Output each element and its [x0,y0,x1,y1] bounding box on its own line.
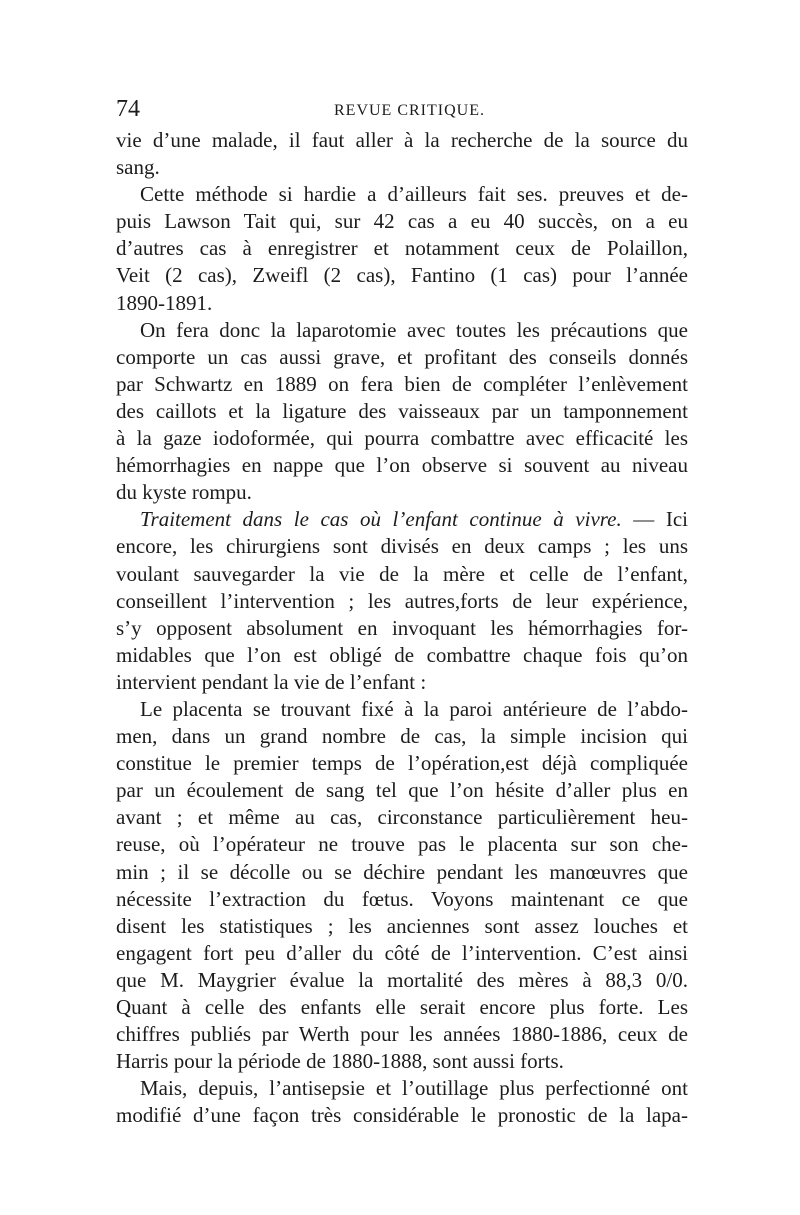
text-line: On fera donc la laparotomie avec toutes les précautions que [140,317,688,342]
text-line: modifié d’une façon très considérable le pronostic de la lapa- [116,1103,688,1128]
text-line: nécessite l’extraction du fœtus. Voyons maintenant ce que [116,886,688,911]
text-line: vie d’une malade, il faut aller à la recherche de la source du [116,128,688,152]
text-line: que M. Maygrier évalue la mortalité des mères à 88,3 0/0. [116,967,688,992]
text-line: Quant à celle des enfants elle serait encore plus forte. Les [116,995,688,1019]
text-line: par un écoulement de sang tel que l’on hésite d’aller plus en [116,778,688,803]
text-line: voulant sauvegarder la vie de la mère et celle de l’enfant, [116,561,688,586]
text-line: d’autres cas à enregistrer et notamment ceux de Polaillon, [116,236,688,261]
text-line: midables que l’on est obligé de combattre chaque fois qu’on [116,642,688,667]
text-line: du kyste rompu. [116,480,252,505]
text-line: par Schwartz en 1889 on fera bien de compléter l’enlèvement [116,371,688,396]
running-head: REVUE CRITIQUE. [334,102,485,119]
text-line: chiffres publiés par Werth pour les années 1880-1886, ceux de [116,1022,688,1047]
text-line: 1890-1891. [116,290,213,315]
text-line: engagent fort peu d’aller du côté de l’intervention. C’est ainsi [116,940,688,965]
text-line: intervient pendant la vie de l’enfant : [116,669,427,694]
text-line: reuse, où l’opérateur ne trouve pas le placenta sur son che- [116,832,688,857]
page-number: 74 [116,96,140,122]
text-line: hémorrhagies en nappe que l’on observe si souvent au niveau [116,453,688,478]
text-line: min ; il se décolle ou se déchire pendant les manœuvres que [116,859,688,884]
page-header [116,94,688,124]
text-line: avant ; et même au cas, circonstance particulièrement heu- [116,805,688,830]
text-line: s’y opposent absolument en invoquant les hémorrhagies for- [116,615,688,640]
text-line: constitue le premier temps de l’opération,est déjà compliquée [116,751,688,776]
section-heading-line [116,506,688,533]
text-line: Cette méthode si hardie a d’ailleurs fait ses. preuves et de- [140,182,688,207]
text-line: à la gaze iodoformée, qui pourra combattre avec efficacité les [116,426,688,451]
text-line: Harris pour la période de 1880-1888, sont aussi forts. [116,1049,564,1074]
text-line-continuation: — Ici [621,507,688,532]
text-line: Veit (2 cas), Zweifl (2 cas), Fantino (1 cas) pour l’année [116,263,688,288]
body-text [116,127,688,1129]
section-heading: Traitement dans le cas où l’enfant continue à vivre. [140,507,622,532]
text-line: Le placenta se trouvant fixé à la paroi antérieure de l’abdo- [140,696,688,721]
text-line: encore, les chirurgiens sont divisés en deux camps ; les uns [116,534,688,559]
text-line: men, dans un grand nombre de cas, la simple incision qui [116,724,688,749]
text-line: comporte un cas aussi grave, et profitant des conseils donnés [116,344,688,369]
text-line: disent les statistiques ; les anciennes sont assez louches et [116,913,688,938]
text-line: puis Lawson Tait qui, sur 42 cas a eu 40 succès, on a eu [116,209,688,234]
text-line: des caillots et la ligature des vaisseaux par un tamponnement [116,398,688,423]
text-line: Mais, depuis, l’antisepsie et l’outillage plus perfectionné ont [140,1076,688,1101]
text-line: conseillent l’intervention ; les autres,forts de leur expérience, [116,588,688,613]
text-line: sang. [116,155,160,180]
